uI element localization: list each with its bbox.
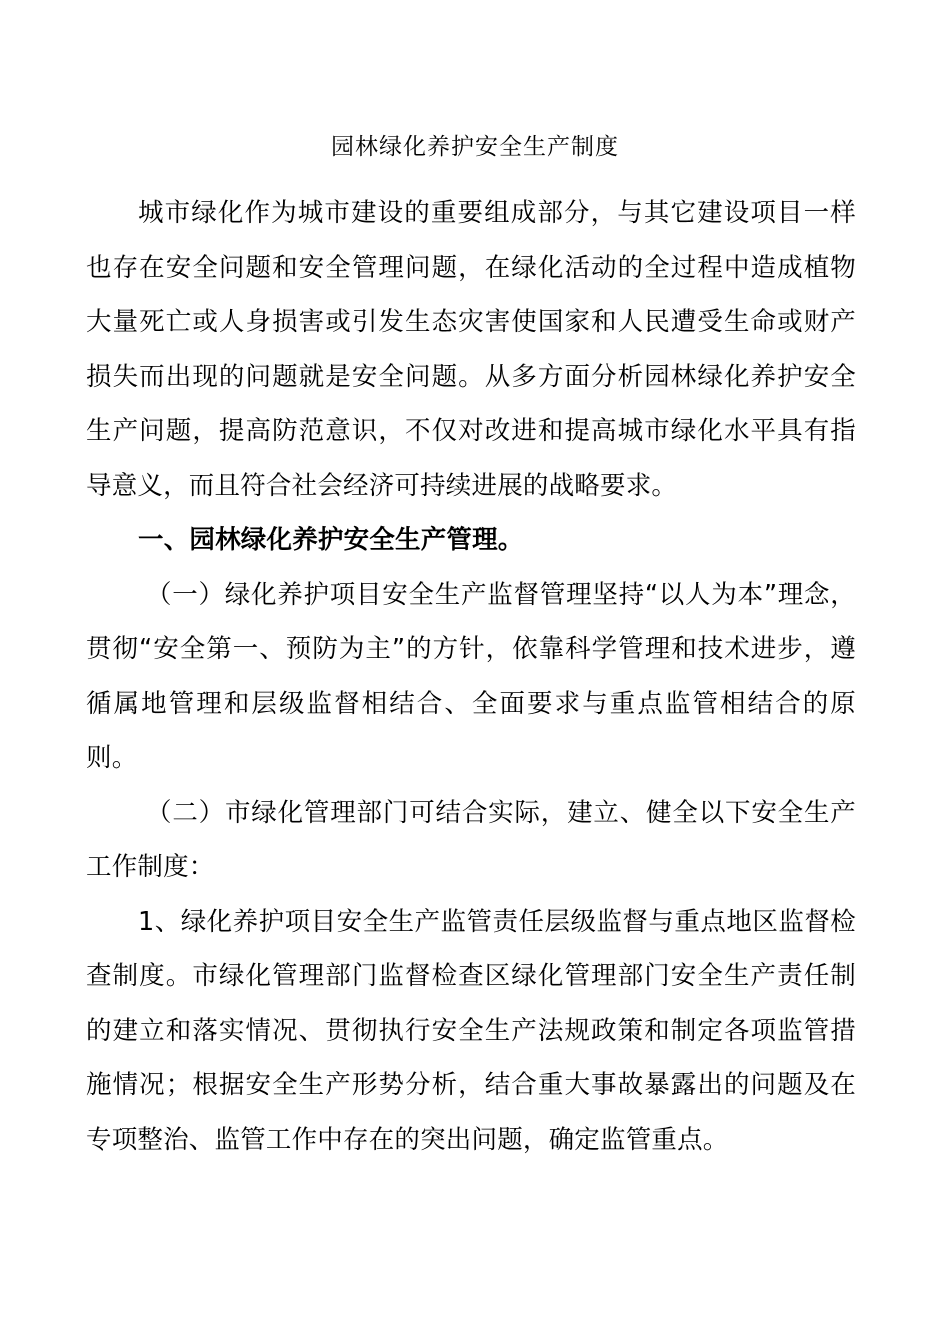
item-paragraph-2: （二）市绿化管理部门可结合实际，建立、健全以下安全生产工作制度： [86,797,856,882]
document-body [86,186,856,1167]
section-heading: 一、园林绿化养护安全生产管理。 [138,525,524,555]
item-paragraph-1: （一）绿化养护项目安全生产监督管理坚持“以人为本”理念，贯彻“安全第一、预防为主”的方针，依靠科学管理和技术进步，遵循属地管理和层级监督相结合、全面要求与重点监管相结合的原则。 [86,579,856,773]
intro-paragraph: 城市绿化作为城市建设的重要组成部分，与其它建设项目一样也存在安全问题和安全管理问题，在绿化活动的全过程中造成植物大量死亡或人身损害或引发生态灾害使国家和人民遭受生命或财产损失而出现的问题就是安全问题。从多方面分析园林绿化养护安全生产问题，提高防范意识，不仅对改进和提高城市绿化水平具有指导意义，而且符合社会经济可持续进展的战略要求。 [86,198,856,501]
document-title: 园林绿化养护安全生产制度 [331,134,619,160]
subitem-paragraph-1: 1、绿化养护项目安全生产监管责任层级监督与重点地区监督检查制度。市绿化管理部门监督检查区绿化管理部门安全生产责任制的建立和落实情况、贯彻执行安全生产法规政策和制定各项监管措施情况；根据安全生产形势分析，结合重大事故暴露出的问题及在专项整治、监管工作中存在的突出问题，确定监管重点。 [86,906,856,1155]
